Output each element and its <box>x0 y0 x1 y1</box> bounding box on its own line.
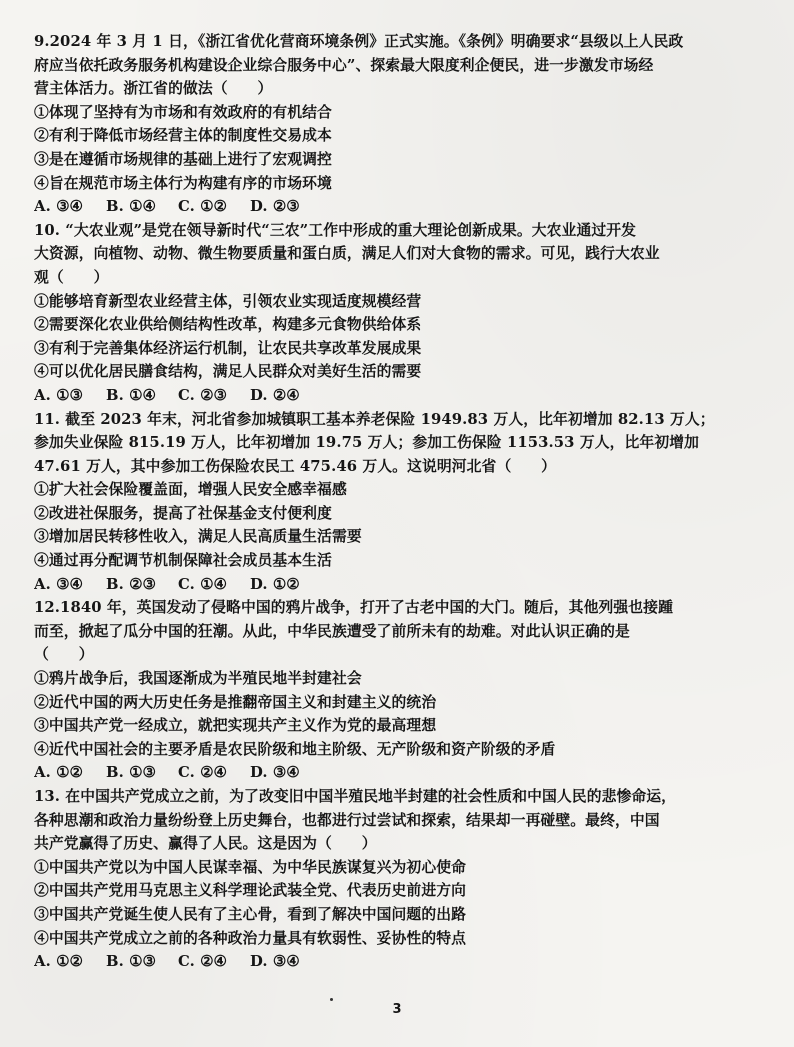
page-number: 3 <box>392 1002 402 1017</box>
print-speck <box>330 998 333 1001</box>
statement-option: ①中国共产党以为中国人民谋幸福、为中华民族谋复兴为初心使命 <box>34 858 467 876</box>
stem-line: 10. “大农业观”是党在领导新时代“三农”工作中形成的重大理论创新成果。大农业通过开发 <box>34 221 637 239</box>
answer-choice: C. ②③ <box>178 386 227 404</box>
statement-option: ①扩大社会保险覆盖面，增强人民安全感幸福感 <box>34 481 347 499</box>
question-stem <box>34 408 769 479</box>
question-11 <box>34 408 769 597</box>
statement-option: ③是在遵循市场规律的基础上进行了宏观调控 <box>34 150 332 168</box>
stem-line: 9.2024 年 3 月 1 日，《浙江省优化营商环境条例》正式实施。《条例》明确要求“县级以上人民政 <box>34 33 684 50</box>
question-9 <box>34 30 769 219</box>
answer-choice: B. ①③ <box>106 953 156 971</box>
answer-choices <box>34 195 769 219</box>
statement-option: ①能够培育新型农业经营主体，引领农业实现适度规模经营 <box>34 292 422 310</box>
stem-line: 参加失业保险 815.19 万人，比年初增加 19.75 万人；参加工伤保险 1153.53 万人，比年初增加 <box>34 434 700 452</box>
statement-option: ④通过再分配调节机制保障社会成员基本生活 <box>34 552 332 570</box>
stem-line: 大资源，向植物、动物、微生物要质量和蛋白质，满足人们对大食物的需求。可见，践行大农业 <box>34 245 660 263</box>
question-stem <box>34 785 769 856</box>
statement-option: ④中国共产党成立之前的各种政治力量具有软弱性、妥协性的特点 <box>34 929 467 947</box>
answer-choice: B. ①④ <box>106 386 156 404</box>
answer-choice: D. ③④ <box>250 953 300 971</box>
statement-option: ②有利于降低市场经营主体的制度性交易成本 <box>34 127 332 145</box>
answer-choices <box>34 761 769 785</box>
answer-choice: A. ③④ <box>34 575 83 593</box>
answer-choices <box>34 950 769 974</box>
stem-line: 共产党赢得了历史、赢得了人民。这是因为（ ） <box>34 835 377 853</box>
statement-option: ②中国共产党用马克思主义科学理论武装全党、代表历史前进方向 <box>34 882 467 900</box>
stem-line: （ ） <box>34 646 94 664</box>
question-stem <box>34 596 769 667</box>
statement-option: ④旨在规范市场主体行为构建有序的市场环境 <box>34 174 332 192</box>
statement-option: ③有利于完善集体经济运行机制，让农民共享改革发展成果 <box>34 339 422 357</box>
statement-option: ④近代中国社会的主要矛盾是农民阶级和地主阶级、无产阶级和资产阶级的矛盾 <box>34 740 556 758</box>
answer-choice: B. ①③ <box>106 764 156 782</box>
statement-option: ④可以优化居民膳食结构，满足人民群众对美好生活的需要 <box>34 363 422 381</box>
answer-choice: A. ①③ <box>34 386 83 404</box>
statement-option: ①鸦片战争后，我国逐渐成为半殖民地半封建社会 <box>34 670 362 688</box>
stem-line: 而至，掀起了瓜分中国的狂潮。从此，中华民族遭受了前所未有的劫难。对此认识正确的是 <box>34 622 630 640</box>
answer-choice: D. ③④ <box>250 764 300 782</box>
answer-choices <box>34 384 769 408</box>
answer-choice: C. ②④ <box>178 764 227 782</box>
question-stem <box>34 219 769 290</box>
question-12 <box>34 596 769 785</box>
answer-choice: C. ②④ <box>178 953 227 971</box>
stem-line: 11. 截至 2023 年末，河北省参加城镇职工基本养老保险 1949.83 万人，比年初增加 82.13 万人； <box>34 410 715 428</box>
question-stem <box>34 30 769 101</box>
stem-line: 47.61 万人，其中参加工伤保险农民工 475.46 万人。这说明河北省（ ） <box>34 457 557 475</box>
statement-option: ③中国共产党一经成立，就把实现共产主义作为党的最高理想 <box>34 717 437 735</box>
statement-option: ②需要深化农业供给侧结构性改革，构建多元食物供给体系 <box>34 316 422 334</box>
answer-choice: B. ②③ <box>106 575 156 593</box>
statement-option: ②近代中国的两大历史任务是推翻帝国主义和封建主义的统治 <box>34 693 437 711</box>
answer-choice: C. ①④ <box>178 575 227 593</box>
answer-choice: D. ①② <box>250 575 300 593</box>
question-list <box>34 30 769 974</box>
statement-option: ②改进社保服务，提高了社保基金支付便利度 <box>34 504 332 522</box>
statement-option: ③增加居民转移性收入，满足人民高质量生活需要 <box>34 528 362 546</box>
statement-option: ③中国共产党诞生使人民有了主心骨，看到了解决中国问题的出路 <box>34 905 467 923</box>
statement-option: ①体现了坚持有为市场和有效政府的有机结合 <box>34 103 332 121</box>
stem-line: 营主体活力。浙江省的做法（ ） <box>34 80 273 98</box>
answer-choice: A. ①② <box>34 953 83 971</box>
stem-line: 12.1840 年，英国发动了侵略中国的鸦片战争，打开了古老中国的大门。随后，其他列强也接踵 <box>34 599 673 617</box>
answer-choice: A. ③④ <box>34 198 83 216</box>
answer-choice: D. ②④ <box>250 386 300 404</box>
answer-choices <box>34 573 769 597</box>
stem-line: 观（ ） <box>34 268 109 286</box>
stem-line: 各种思潮和政治力量纷纷登上历史舞台，也都进行过尝试和探索，结果却一再碰壁。最终，中国 <box>34 811 660 829</box>
answer-choice: D. ②③ <box>250 198 300 216</box>
answer-choice: C. ①② <box>178 198 227 216</box>
stem-line: 府应当依托政务服务机构建设企业综合服务中心”、探索最大限度利企便民，进一步激发市场经 <box>34 56 654 74</box>
answer-choice: A. ①② <box>34 764 83 782</box>
question-10 <box>34 219 769 408</box>
answer-choice: B. ①④ <box>106 198 156 216</box>
question-13 <box>34 785 769 974</box>
stem-line: 13. 在中国共产党成立之前，为了改变旧中国半殖民地半封建的社会性质和中国人民的悲惨命运， <box>34 788 677 805</box>
